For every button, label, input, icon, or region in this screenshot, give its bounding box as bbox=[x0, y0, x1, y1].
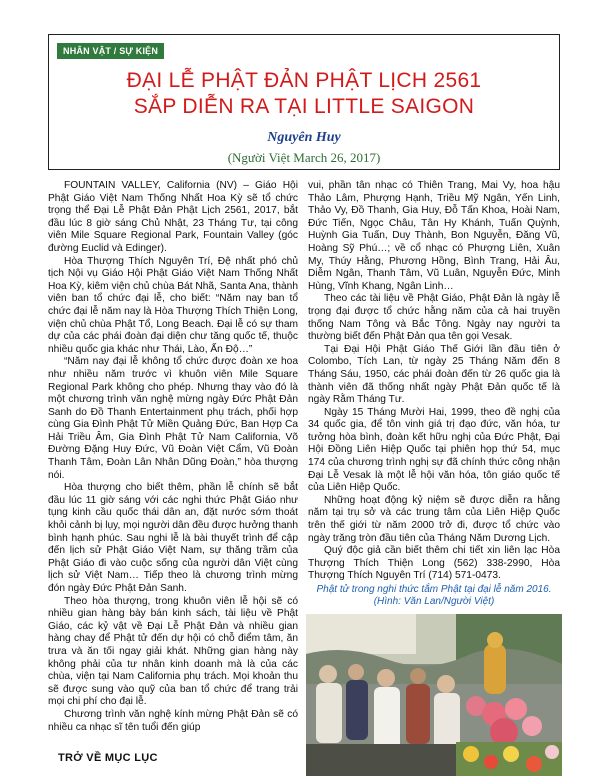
article-title-line2: SẮP DIỄN RA TẠI LITTLE SAIGON bbox=[133, 95, 475, 118]
paragraph: Theo các tài liệu về Phật Giáo, Phật Đản là ngày lễ trọng đại được tổ chức hằng năm của cả hai truyền thống Nam Tông và Bắc Tông. Ngày nay người ta thường biết đến Phật Đản qua tên gọi Vesak. bbox=[308, 293, 560, 343]
paragraph: Tại Đại Hội Phật Giáo Thế Giới lần đầu tiên ở Colombo, Tích Lan, từ ngày 25 Tháng Năm đến 8 Tháng Sáu, 1950, các phái đoàn đến từ 26 quốc gia là thành viên đã thống nhất ngày Phật Đản quốc tế là ngày Rằm Tháng Tư. bbox=[308, 343, 560, 406]
article-source: (Người Việt March 26, 2017) bbox=[227, 150, 381, 165]
paragraph: “Năm nay đại lễ không tổ chức được đoàn xe hoa như nhiều năm trước vì khuôn viên Mile Square Regional Park không cho phép. Nhưng thay vào đó là một chương trình văn nghệ mừng ngày Đức Phật Đản Sanh do Đồ Thanh Entertainment phụ trách, phối hợp cùng Gia Đình Phật Tử Miền Quảng Đức, Ban Hợp Ca Hải Triều Âm, Gia Đình Phật Tử Nam California, Võ Đường Đặng Huy Đức, Vũ Đoàn Việt Cẩm, Vũ Đoàn Thanh Tâm, Đoàn Lân Nhân Dũng Đoàn,” hòa thượng nói. bbox=[48, 356, 298, 481]
paragraph: vui, phần tân nhạc có Thiên Trang, Mai Vy, hoa hậu Thảo Lâm, Phượng Hạnh, Triều Mỹ Ngân, Yến Linh, Thảo Vy, Đồ Thanh, Gia Huy, Đỗ Tấn Khoa, Hoài Nam, Đức Tiến, Ngọc Châu, Tân Hy Khánh, Tuấn Quỳnh, Huỳnh Gia Tuấn, Duy Thành, Bon Nguyễn, Đăng Vũ, Hoàng Sỹ Phú…; về cổ nhạc có Phượng Liên, Xuân My, Thúy Hằng, Phương Hồng, Bình Trang, Hải Âu, Diễm Ngân, Thanh Tâm, Vũ Luân, Nguyễn Đức, Minh Hùng, Vĩnh Khang, Ngân Linh… bbox=[308, 180, 560, 292]
paragraph: Theo hòa thượng, trong khuôn viên lễ hội sẽ có nhiều gian hàng bày bán kinh sách, tài liệu về Phật Giáo, các kỷ vật về Đại Lễ Phật Đản và nhiều gian hàng chay để Phật tử đến dự hội có chỗ điểm tâm, ăn trưa và ăn tối ngay giải khát. Những gian hàng này không phải của tư nhân kinh doanh mà là của các chùa, viện tại Nam California phụ trách. Mọi khoản thu sẽ được sung vào quỹ của ban tổ chức để trang trải mọi chi phí cho đại lễ. bbox=[48, 595, 298, 708]
article-title-line1: ĐẠI LỄ PHẬT ĐẢN PHẬT LỊCH 2561 bbox=[126, 69, 482, 92]
section-tag: NHÂN VẬT / SỰ KIỆN bbox=[57, 43, 164, 59]
paragraph: Ngày 15 Tháng Mười Hai, 1999, theo đề nghị của 34 quốc gia, để tôn vinh giá trị đạo đức, văn hóa, tư tưởng hòa bình, đoàn kết hữu nghị của Đức Phật, Đại Hội Đồng Liên Hiệp Quốc tại phiên họp thứ 54, mục 174 của chương trình nghị sự đã chính thức công nhận Đại Lễ Vesak là một lễ hội văn hóa, tôn giáo quốc tế của Liên Hiệp Quốc. bbox=[308, 406, 560, 494]
right-column bbox=[308, 180, 560, 582]
paragraph: FOUNTAIN VALLEY, California (NV) – Giáo Hội Phật Giáo Việt Nam Thống Nhất Hoa Kỳ sẽ tổ chức trọng thể Đại Lễ Phật Đản Phật Lịch 2561, 2017, bắt đầu lúc 8 giờ sáng Chủ Nhật, 23 Tháng Tư, tại công viên Mile Square Regional Park, Fountain Valley (góc đường Euclid và Edinger). bbox=[48, 180, 298, 254]
article-header bbox=[48, 34, 560, 170]
paragraph: Chương trình văn nghệ kính mừng Phật Đản sẽ có nhiều ca nhạc sĩ tên tuổi đến giúp bbox=[48, 708, 298, 733]
back-to-contents-link[interactable]: TRỞ VỀ MỤC LỤC bbox=[58, 752, 158, 764]
paragraph: Những hoạt động kỷ niệm sẽ được diễn ra hằng năm tại trụ sở và các trung tâm của Liên Hiệp Quốc trên thế giới từ năm 2000 trở đi, được tổ chức vào ngày trăng tròn đầu tiên của Tháng Năm Dương Lịch. bbox=[308, 494, 560, 544]
paragraph: Hòa Thượng Thích Nguyên Trí, Đệ nhất phó chủ tịch Nội vụ Giáo Hội Phật Giáo Việt Nam Thống Nhất Hoa Kỳ, kiêm viện chủ chùa Bát Nhã, Santa Ana, thành viên ban tổ chức đại lễ, cho biết: “Năm nay ban tổ chức đại lễ năm nay là Hòa Thượng Thích Thiện Long, viện chủ chùa Phật Tổ, Long Beach. Đại lễ có sự tham dự của các phái đoàn đại diện chư tăng quốc tế, thuộc nhiều quốc gia khác như Thái, Lào, Ấn Độ…” bbox=[48, 255, 298, 355]
ceremony-photo bbox=[306, 614, 562, 776]
paragraph: Hòa thượng cho biết thêm, phần lễ chính sẽ bắt đầu lúc 11 giờ sáng với các nghi thức Phật Giáo như tụng kinh cầu quốc thái dân an, đặt nước sớm thoát khỏi cảnh bị lụy, mọi người dân đều được hưởng thanh bình hạnh phúc. Sau nghi lễ là bài thuyết trình để cập đến lịch sử Phật Giáo Việt Nam, sự thăng trầm của Phật Giáo đi vào cuộc sống của người dân Việt cùng lịch sử Việt Nam… Tiếp theo là chương trình mừng đón ngày Đức Phật Đản Sanh. bbox=[48, 482, 298, 594]
paragraph: Quý độc giả cần biết thêm chi tiết xin liên lạc Hòa Thượng Thích Thiện Long (562) 338-2990, Hòa Thượng Thích Nguyên Trí (714) 571-0473. bbox=[308, 545, 560, 582]
author-name: Nguyên Huy bbox=[267, 130, 341, 145]
left-column bbox=[48, 180, 298, 748]
photo-caption: Phật tử trong nghi thức tắm Phật tại đại lễ năm 2016. (Hình: Văn Lan/Người Việt) bbox=[316, 584, 552, 607]
